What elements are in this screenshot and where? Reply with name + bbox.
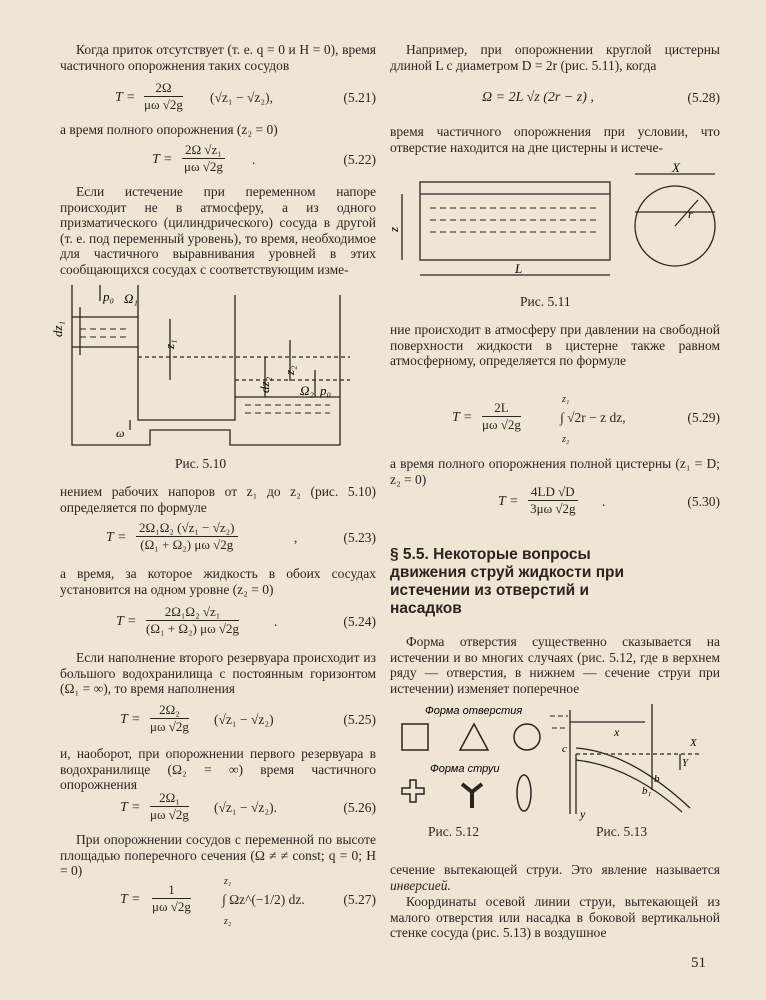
fig511-label-x: X xyxy=(672,160,680,175)
paragraph xyxy=(60,746,376,793)
paragraph-text: При опорожнении сосудов с переменной по высоте площадью поперечного сечения (Ω ≠ ≠ const; q = 0; H = 0) xyxy=(60,832,376,878)
paragraph-text: а время полного опорожнения полной цистерны (z₁ = D; z₂ = 0) xyxy=(390,456,720,487)
figure-5-11-diagram xyxy=(386,160,720,288)
equation-rest: ∫ Ωz^(−1/2) dz. xyxy=(222,892,305,907)
equation-denominator: μω √2g xyxy=(150,719,189,734)
equation-lhs: T = xyxy=(115,90,136,105)
paragraph xyxy=(390,894,720,941)
equation-5-27 xyxy=(60,876,376,930)
fig513-label-X: X xyxy=(690,737,697,749)
paragraph xyxy=(60,42,376,73)
equation-rest: (√z₁ − √z₂) xyxy=(214,712,274,727)
paragraph-text: и, наоборот, при опорожнении первого резервуара в водохранилище (Ω₂ = ∞) время частичного опорожнения xyxy=(60,746,376,792)
paragraph xyxy=(60,566,376,597)
equation-denominator: 3μω √2g xyxy=(530,501,576,516)
equation-denominator: μω √2g xyxy=(152,899,191,914)
equation-numerator: 2Ω √z₁ xyxy=(182,142,225,159)
paragraph-text: Координаты осевой линии струи, вытекающей из малого отверстия или насадка в боковой вертикальной стенке сосуда (рис. 5.13) в воздушное xyxy=(390,894,720,940)
paragraph xyxy=(390,42,720,73)
figure-5-10-diagram xyxy=(50,285,380,455)
paragraph-text: время частичного опорожнения при условии, что отверстие находится на дне цистерны и истече- xyxy=(390,124,720,155)
equation-rest: . xyxy=(252,152,256,167)
paragraph xyxy=(60,650,376,697)
equation-5-24 xyxy=(60,604,376,644)
equation-lhs: T = xyxy=(152,152,173,167)
equation-numerator: 2Ω₂ xyxy=(150,702,189,719)
fig513-label-b1: b₁ xyxy=(642,785,652,797)
paragraph-text: нением рабочих напоров от z₁ до z₂ (рис. 5.10) определяется по формуле xyxy=(60,484,376,515)
equation-number: (5.26) xyxy=(343,800,376,815)
equation-denominator: μω √2g xyxy=(144,97,183,112)
equation-number: (5.22) xyxy=(343,152,376,167)
page-number: 51 xyxy=(691,955,706,971)
equation-numerator: 2Ω₁Ω₂ (√z₁ − √z₂) xyxy=(136,520,238,537)
paragraph xyxy=(390,124,720,155)
equation-lhs: T = xyxy=(120,892,141,907)
figure-caption: Рис. 5.12 xyxy=(428,824,480,839)
fig510-label-omega2: Ω₂ xyxy=(300,383,314,398)
fig510-label-z1: z₁ xyxy=(162,339,177,349)
paragraph-text: ние происходит в атмосферу при давлении на свободной поверхности жидкости в цистерне также равном атмосферному, определяется по формуле xyxy=(390,322,720,368)
paragraph xyxy=(390,862,720,893)
fig510-label-z2: z₂ xyxy=(282,365,297,375)
equation-5-25 xyxy=(60,702,376,742)
cross-jet-shape xyxy=(402,780,424,802)
integral-upper-limit: z₁ xyxy=(562,394,570,405)
paragraph-text: Например, при опорожнении круглой цистерны длиной L с диаметром D = 2r (рис. 5.11), когда xyxy=(390,42,720,73)
fig512-label-bottom: Форма струи xyxy=(430,763,500,775)
figure-caption: Рис. 5.10 xyxy=(175,456,227,471)
paragraph xyxy=(60,122,376,138)
fig510-label-p0a: p₀ xyxy=(103,289,115,304)
fig511-label-L: L xyxy=(515,261,523,276)
square-opening-shape xyxy=(402,724,428,750)
fig510-label-omega: ω xyxy=(116,426,125,440)
equation-5-30 xyxy=(390,484,720,524)
paragraph-text: Если наполнение второго резервуара происходит из большого водохранилища с постоянным горизонтом (Ω₁ = ∞), то время наполнения xyxy=(60,650,376,696)
ellipse-jet-shape xyxy=(517,775,531,811)
integral-lower-limit: z₂ xyxy=(224,916,232,927)
equation-5-26 xyxy=(60,790,376,830)
fig513-label-x: x xyxy=(614,725,620,739)
paragraph-text: Форма отверстия существенно сказывается на истечении и во многих случаях (рис. 5.12, где в верхнем ряду — отверстия, в нижнем — сечение струи при истечении) изменяет поперечное xyxy=(390,634,720,696)
equation-denominator: μω √2g xyxy=(150,807,189,822)
section-heading: § 5.5. Некоторые вопросы движения струй жидкости при истечении из отверстий и насадков xyxy=(390,546,625,617)
y-jet-shape xyxy=(462,784,482,808)
equation-rest: . xyxy=(602,494,606,509)
equation-lhs: T = xyxy=(120,712,141,727)
equation-rest: (√z₁ − √z₂), xyxy=(210,90,273,105)
equation-number: (5.28) xyxy=(687,90,720,105)
equation-lhs: T = xyxy=(116,614,137,629)
equation-lhs: T = xyxy=(106,530,127,545)
equation-lhs: Ω = 2L √z (2r − z) , xyxy=(482,90,594,105)
paragraph-text-part: сечение вытекающей струи. Это явление называется xyxy=(390,862,720,877)
figure-5-12-diagram xyxy=(390,700,540,820)
fig513-label-c: c xyxy=(562,743,567,755)
equation-numerator: 2Ω₁ xyxy=(150,790,189,807)
equation-number: (5.23) xyxy=(343,530,376,545)
paragraph-text xyxy=(390,862,720,893)
integral-upper-limit: z₁ xyxy=(224,876,232,887)
paragraph xyxy=(60,184,376,277)
fig513-label-b: b xyxy=(654,773,660,785)
fig510-label-omega1: Ω₁ xyxy=(124,291,138,306)
equation-rest: , xyxy=(294,530,298,545)
equation-rest: (√z₁ − √z₂). xyxy=(214,800,277,815)
fig513-label-Y: Y xyxy=(682,757,689,769)
equation-number: (5.30) xyxy=(687,494,720,509)
figure-5-13-diagram xyxy=(550,700,720,820)
paragraph-text: Когда приток отсутствует (т. е. q = 0 и H = 0), время частичного опорожнения таких сосудов xyxy=(60,42,376,73)
equation-denominator: (Ω₁ + Ω₂) μω √2g xyxy=(146,621,240,636)
equation-number: (5.25) xyxy=(343,712,376,727)
equation-denominator: μω √2g xyxy=(183,159,223,174)
equation-lhs: T = xyxy=(120,800,141,815)
paragraph xyxy=(390,456,720,487)
equation-rest: . xyxy=(274,614,278,629)
equation-5-23 xyxy=(60,520,376,560)
equation-5-21 xyxy=(60,80,376,120)
equation-lhs: T = xyxy=(452,410,473,425)
equation-number: (5.24) xyxy=(343,614,376,629)
triangle-opening-shape xyxy=(460,724,488,750)
equation-5-28 xyxy=(390,86,720,110)
equation-5-29 xyxy=(390,394,720,448)
paragraph xyxy=(60,484,376,515)
equation-lhs: T = xyxy=(498,494,519,509)
fig513-label-y: y xyxy=(580,807,586,821)
circle-opening-shape xyxy=(514,724,540,750)
fig510-label-dz1: dz₁ xyxy=(50,320,65,337)
fig510-label-p0b: p₀ xyxy=(320,383,332,398)
fig510-label-dz2: dz₂ xyxy=(257,376,272,393)
equation-number: (5.21) xyxy=(343,90,376,105)
equation-denominator: μω √2g xyxy=(482,417,521,432)
fig512-label-top: Форма отверстия xyxy=(425,705,523,717)
integral-lower-limit: z₂ xyxy=(562,434,570,445)
equation-5-22 xyxy=(60,142,376,182)
equation-rest: ∫ √2r − z dz, xyxy=(560,410,626,425)
paragraph xyxy=(60,832,376,879)
fig511-label-z: z xyxy=(386,226,401,232)
equation-number: (5.29) xyxy=(687,410,720,425)
fig511-label-r: r xyxy=(688,207,693,221)
equation-numerator: 4LD √D xyxy=(528,484,578,501)
equation-denominator: (Ω₁ + Ω₂) μω √2g xyxy=(140,537,234,552)
paragraph xyxy=(390,322,720,369)
equation-numerator: 2Ω xyxy=(144,80,183,97)
paragraph-text: а время полного опорожнения (z₂ = 0) xyxy=(60,122,278,137)
equation-numerator: 2L xyxy=(482,400,521,417)
term-inversion: инверсией. xyxy=(390,877,451,893)
equation-numerator: 1 xyxy=(152,882,191,899)
figure-caption: Рис. 5.13 xyxy=(596,824,648,839)
equation-number: (5.27) xyxy=(343,892,376,907)
paragraph-text: Если истечение при переменном напоре происходит не в атмосферу, а из одного призматического (цилиндрического) сосуда в другой (т. е. под переменный уровень), то время, необходимое для частичного выравнивания уровней в этих сообщающихся сосудах с соответствующим изме- xyxy=(60,184,376,277)
paragraph xyxy=(390,634,720,696)
paragraph-text: а время, за которое жидкость в обоих сосудах установится на одном уровне (z₂ = 0) xyxy=(60,566,376,597)
equation-numerator: 2Ω₁Ω₂ √z₁ xyxy=(146,604,239,621)
figure-caption: Рис. 5.11 xyxy=(520,294,571,309)
